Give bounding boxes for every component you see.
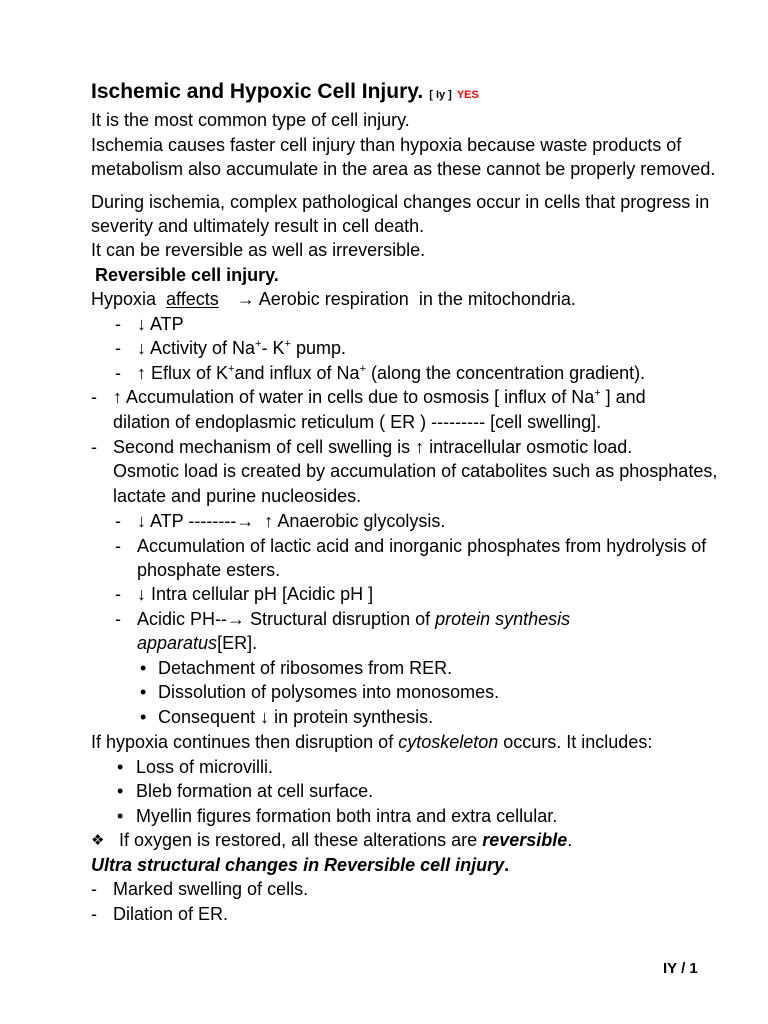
efflux-effect <box>137 361 645 385</box>
list-dash: - <box>115 584 121 604</box>
restoration-text: If oxygen is restored, all these alterations are <box>119 830 483 850</box>
intro-line: It is the most common type of cell injury. <box>91 110 410 130</box>
disruption-text: Acidic PH--→ Structural disruption of <box>137 609 436 629</box>
list-dash: - <box>115 511 121 531</box>
disruption-italic: protein synthesis <box>435 609 571 629</box>
water-text: ] and <box>600 387 646 407</box>
water-accumulation-continued: dilation of endoplasmic reticulum ( ER ) --------- [cell swelling]. <box>113 412 602 432</box>
restoration-note <box>119 828 572 852</box>
ischemia-line: During ischemia, complex pathological changes occur in cells that progress in <box>91 192 710 212</box>
cytoskeleton-item: Myellin figures formation both intra and extra cellular. <box>136 806 558 826</box>
water-accumulation <box>113 385 646 409</box>
superscript-charge: + <box>284 338 291 350</box>
osmotic-line: lactate and purine nucleosides. <box>113 486 362 506</box>
list-dash: - <box>115 609 121 629</box>
consequence-item: Dissolution of polysomes into monosomes. <box>158 682 500 702</box>
ultrastructural-heading-end: . <box>504 855 510 875</box>
disruption-step <box>137 607 570 631</box>
list-dash: - <box>115 338 121 358</box>
list-bullet: • <box>140 707 147 727</box>
ultrastructural-heading: Ultra structural changes in Reversible cell injury <box>91 855 505 875</box>
pump-text: pump. <box>290 338 346 358</box>
pump-text: - K <box>261 338 285 358</box>
restoration-text: . <box>567 830 573 850</box>
superscript-charge: + <box>228 363 235 375</box>
superscript-charge: + <box>594 387 601 399</box>
list-bullet: • <box>140 682 147 702</box>
disruption-text: [ER]. <box>217 633 258 653</box>
restoration-emphasis: reversible <box>482 830 568 850</box>
title-line <box>91 78 479 109</box>
lactic-acid-step: Accumulation of lactic acid and inorganic phosphates from hydrolysis of <box>137 536 707 556</box>
diamond-bullet-icon: ❖ <box>91 831 105 849</box>
efflux-text: and influx of Na <box>234 363 360 383</box>
pump-effect <box>137 336 346 360</box>
efflux-text: ↑ Eflux of K <box>137 363 229 383</box>
list-dash: - <box>91 879 97 899</box>
status-flag: YES <box>456 89 479 101</box>
section-heading-ultrastructural <box>91 853 509 877</box>
atp-effect: ↓ ATP <box>137 314 184 334</box>
osmotic-line: Second mechanism of cell swelling is ↑ intracellular osmotic load. <box>113 437 633 457</box>
cytoskeleton-line <box>91 730 652 754</box>
lactic-acid-step: phosphate esters. <box>137 560 281 580</box>
intro-line: metabolism also accumulate in the area as these cannot be properly removed. <box>91 159 716 179</box>
superscript-charge: + <box>255 338 262 350</box>
cytoskeleton-text: If hypoxia continues then disruption of <box>91 732 399 752</box>
list-dash: - <box>115 314 121 334</box>
disruption-italic: apparatus <box>137 633 218 653</box>
cytoskeleton-italic: cytoskeleton <box>398 732 499 752</box>
ph-step: ↓ Intra cellular pH [Acidic pH ] <box>137 584 374 604</box>
list-dash: - <box>91 904 97 924</box>
ultrastructural-item: Marked swelling of cells. <box>113 879 309 899</box>
hypoxia-verb: affects <box>166 289 219 309</box>
page-number: IY / 1 <box>663 960 698 977</box>
ischemia-line: severity and ultimately result in cell death. <box>91 216 425 236</box>
hypoxia-subject: Hypoxia <box>91 289 157 309</box>
list-dash: - <box>115 363 121 383</box>
list-dash: - <box>115 536 121 556</box>
efflux-text: (along the concentration gradient). <box>366 363 646 383</box>
title-tag: [ Iy ] <box>429 89 452 101</box>
water-text: ↑ Accumulation of water in cells due to osmosis [ influx of Na <box>113 387 595 407</box>
superscript-charge: + <box>359 363 366 375</box>
intro-line: Ischemia causes faster cell injury than hypoxia because waste products of <box>91 135 682 155</box>
osmotic-line: Osmotic load is created by accumulation of catabolites such as phosphates, <box>113 461 718 481</box>
glycolysis-step: ↓ ATP --------→ ↑ Anaerobic glycolysis. <box>137 511 446 531</box>
document-title: Ischemic and Hypoxic Cell Injury. <box>91 80 424 103</box>
list-bullet: • <box>117 781 124 801</box>
section-heading-reversible: Reversible cell injury. <box>95 265 279 285</box>
cytoskeleton-text: occurs. It includes: <box>498 732 653 752</box>
consequence-item: Consequent ↓ in protein synthesis. <box>158 707 434 727</box>
list-bullet: • <box>117 806 124 826</box>
ultrastructural-item: Dilation of ER. <box>113 904 229 924</box>
hypoxia-line <box>91 287 576 311</box>
consequence-item: Detachment of ribosomes from RER. <box>158 658 453 678</box>
ischemia-line: It can be reversible as well as irreversible. <box>91 240 426 260</box>
hypoxia-effect: → Aerobic respiration in the mitochondria. <box>236 289 576 309</box>
disruption-step-continued <box>137 631 257 655</box>
list-dash: - <box>91 437 97 457</box>
cytoskeleton-item: Bleb formation at cell surface. <box>136 781 374 801</box>
list-bullet: • <box>117 757 124 777</box>
list-dash: - <box>91 387 97 407</box>
cytoskeleton-item: Loss of microvilli. <box>136 757 274 777</box>
list-bullet: • <box>140 658 147 678</box>
pump-text: ↓ Activity of Na <box>137 338 256 358</box>
